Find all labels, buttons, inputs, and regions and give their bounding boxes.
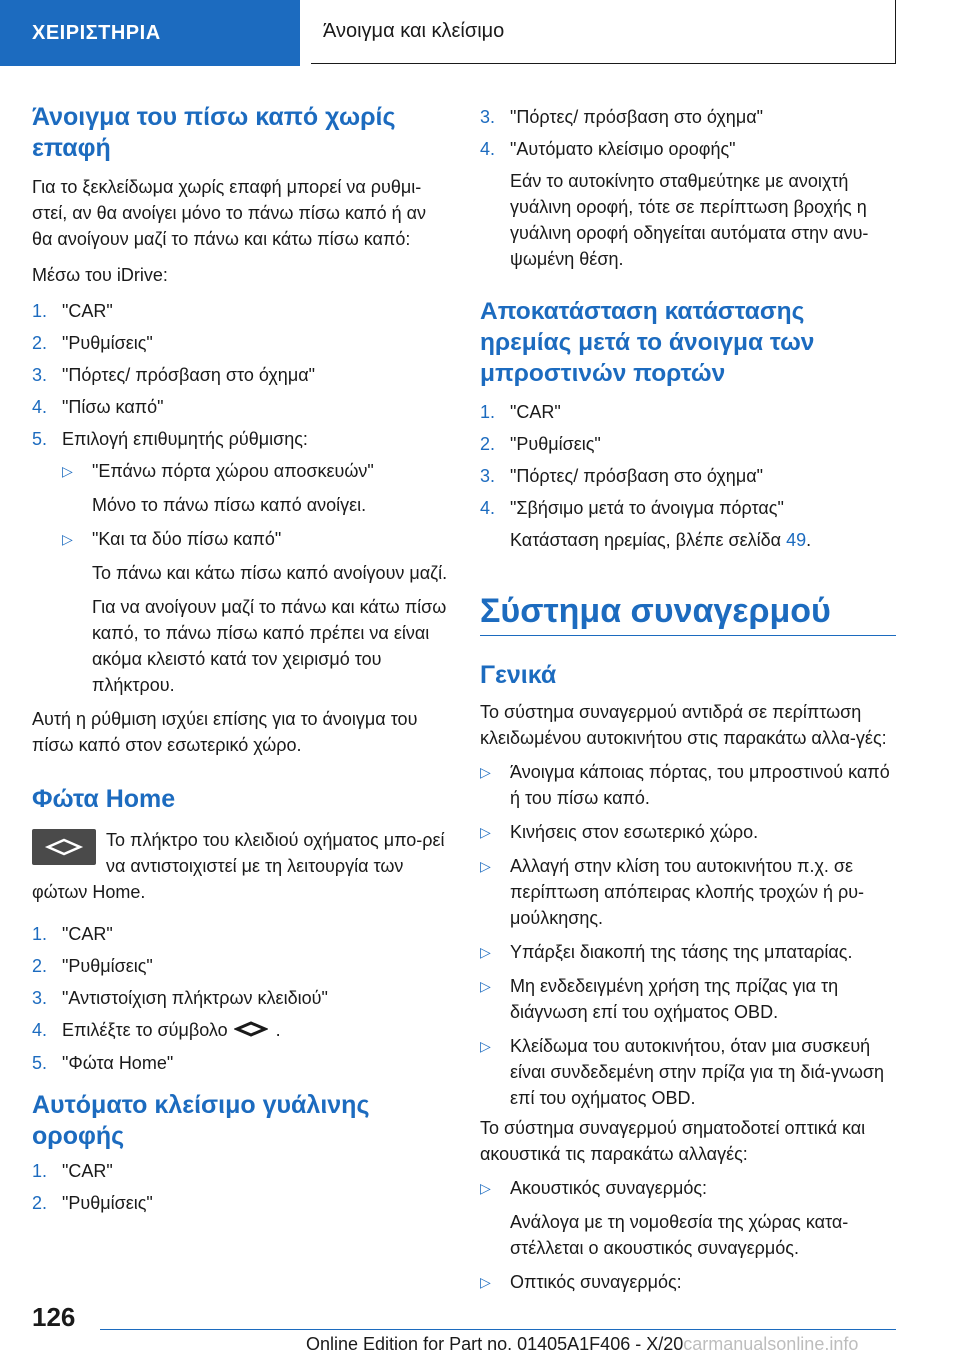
section-title-home-lights: Φώτα Home bbox=[32, 785, 176, 813]
triangle-right-icon: ▷ bbox=[480, 978, 491, 994]
signal1-desc: Ανάλογα με τη νομοθεσία της χώρας κατα-στέλλεται ο ακουστικός συναγερμός. bbox=[510, 1212, 849, 1258]
triangle-right-icon: ▷ bbox=[480, 858, 491, 874]
option-both-tailgates: ▷ "Και τα δύο πίσω καπό" bbox=[32, 526, 450, 552]
list-item: ▷ Ακουστικός συναγερμός: bbox=[480, 1175, 896, 1201]
triangle-right-icon: ▷ bbox=[62, 463, 73, 479]
tailgate-note: Αυτή η ρύθμιση ισχύει επίσης για το άνοιγμα του πίσω καπό στον εσωτερικό χώρο. bbox=[32, 709, 418, 755]
header-chapter bbox=[311, 0, 896, 64]
list-item: 2. "Ρυθμίσεις" bbox=[32, 333, 153, 353]
list-item: 2. "Ρυθμίσεις" bbox=[32, 956, 153, 976]
auto-close-roof-steps bbox=[32, 1158, 450, 1216]
footer-rule bbox=[100, 1329, 896, 1330]
list-item: 5. Επιλογή επιθυμητής ρύθμισης: bbox=[32, 429, 308, 449]
list-item: 4. "Σβήσιμο μετά το άνοιγμα πόρτας" bbox=[480, 498, 784, 518]
left-column bbox=[32, 96, 450, 1222]
page-link[interactable]: 49 bbox=[786, 530, 807, 550]
home-lights-intro: Το πλήκτρο του κλειδιού οχήματος μπο-ρεί να αντιστοιχιστεί με τη λειτουργία των φώτων Home. bbox=[32, 830, 445, 902]
list-item: ▷ Κλείδωμα του αυτοκινήτου, όταν μια συσκευή είναι συνδεδεμένη στην πρίζα για τη διά-γνωση επί του οχήματος OBD. bbox=[480, 1033, 896, 1111]
option-both-desc: Το πάνω και κάτω πίσω καπό ανοίγουν μαζί. bbox=[92, 563, 448, 583]
tailgate-steps bbox=[32, 298, 450, 452]
list-item: ▷ Άνοιγμα κάποιας πόρτας, του μπροστινού καπό ή του πίσω καπό. bbox=[480, 759, 896, 811]
triangle-right-icon: ▷ bbox=[480, 824, 491, 840]
list-item: ▷ Αλλαγή στην κλίση του αυτοκινήτου π.χ. σε περίπτωση απόπειρας κλοπής τροχών ή ρυ-μούλκησης. bbox=[480, 853, 896, 931]
section-title-general: Γενικά bbox=[480, 661, 557, 689]
header-section bbox=[0, 0, 300, 66]
list-item: ▷ Οπτικός συναγερμός: bbox=[480, 1269, 896, 1295]
chevron-diamond-icon bbox=[32, 829, 96, 865]
list-item: 3. "Πόρτες/ πρόσβαση στο όχημα" bbox=[32, 365, 315, 385]
triangle-right-icon: ▷ bbox=[480, 944, 491, 960]
signal-intro: Το σύστημα συναγερμού σηματοδοτεί οπτικά και ακουστικά τις παρακάτω αλλαγές: bbox=[480, 1118, 866, 1164]
chapter-title-alarm: Σύστημα συναγερμού bbox=[480, 592, 831, 630]
triangle-right-icon: ▷ bbox=[480, 1038, 491, 1054]
section-title-auto-close-roof: Αυτόματο κλείσιμο γυάλινης οροφής bbox=[32, 1091, 370, 1151]
right-column bbox=[480, 104, 896, 1295]
watermark: carmanualsonline.info bbox=[683, 1334, 859, 1354]
triangle-right-icon: ▷ bbox=[480, 1274, 491, 1290]
idle-state-steps bbox=[480, 399, 896, 521]
option-upper-desc: Μόνο το πάνω πίσω καπό ανοίγει. bbox=[92, 495, 367, 515]
footer-edition bbox=[306, 1334, 858, 1355]
list-item: 4. Επιλέξτε το σύμβολο . bbox=[32, 1017, 450, 1044]
page-number: 126 bbox=[32, 1302, 76, 1332]
auto-close-roof-desc: Εάν το αυτοκίνητο σταθμεύτηκε με ανοιχτή γυάλινη οροφή, τότε σε περίπτωση βροχής η γυάλινη οροφή οδηγείται αυτόματα στην ανυ-ψωμένη θέση. bbox=[510, 171, 869, 269]
alarm-triggers bbox=[480, 759, 896, 1111]
list-item: 2. "Ρυθμίσεις" bbox=[32, 1193, 153, 1214]
tailgate-via: Μέσω του iDrive: bbox=[32, 265, 168, 285]
list-item: ▷ Κινήσεις στον εσωτερικό χώρο. bbox=[480, 819, 896, 845]
home-lights-intro-block bbox=[32, 827, 450, 905]
header-section-label: ΧΕΙΡΙΣΤΗΡΙΑ bbox=[32, 21, 161, 44]
triangle-right-icon: ▷ bbox=[62, 531, 73, 547]
list-item: 4. "Αυτόματο κλείσιμο οροφής" bbox=[480, 139, 736, 159]
list-item: 1. "CAR" bbox=[32, 301, 113, 321]
list-item: 5. "Φώτα Home" bbox=[32, 1053, 174, 1074]
triangle-right-icon: ▷ bbox=[480, 764, 491, 780]
footer-edition-text: Online Edition for Part no. 01405A1F406 - X/20 bbox=[306, 1334, 684, 1354]
list-item: 1. "CAR" bbox=[32, 1161, 113, 1182]
list-item: 1. "CAR" bbox=[32, 924, 113, 944]
section-title-idle-state: Αποκατάσταση κατάστασης ηρεμίας μετά το άνοιγμα των μπροστινών πορτών bbox=[480, 298, 815, 387]
section-title-tailgate: Άνοιγμα του πίσω καπό χωρίς επαφή bbox=[32, 103, 396, 162]
option-upper-tailgate: ▷ "Επάνω πόρτα χώρου αποσκευών" bbox=[32, 458, 450, 484]
list-item: ▷ Υπάρξει διακοπή της τάσης της μπαταρίας. bbox=[480, 939, 896, 965]
title-rule bbox=[480, 635, 896, 636]
list-item: 4. "Πίσω καπό" bbox=[32, 397, 164, 417]
tailgate-intro: Για το ξεκλείδωμα χωρίς επαφή μπορεί να ρυθμι-στεί, αν θα ανοίγει μόνο το πάνω πίσω καπό ή αν θα ανοίγουν μαζί το πάνω και κάτω πίσω καπό: bbox=[32, 177, 427, 249]
idle-state-desc: Κατάσταση ηρεμίας, βλέπε σελίδα 49. bbox=[510, 530, 812, 550]
option-both-note: Για να ανοίγουν μαζί το πάνω και κάτω πίσω καπό, το πάνω πίσω καπό πρέπει να είναι ακόμα κλειστό κατά τον χειρισμό του πλήκτρου. bbox=[92, 597, 447, 695]
alarm-intro: Το σύστημα συναγερμού αντιδρά σε περίπτωση κλειδωμένου αυτοκινήτου στις παρακάτω αλλα-γές: bbox=[480, 702, 887, 748]
list-item: 1. "CAR" bbox=[480, 402, 561, 422]
list-item: 3. "Αντιστοίχιση πλήκτρων κλειδιού" bbox=[32, 988, 328, 1008]
list-item: 3. "Πόρτες/ πρόσβαση στο όχημα" bbox=[480, 466, 763, 486]
triangle-right-icon: ▷ bbox=[480, 1180, 491, 1196]
header-chapter-label: Άνοιγμα και κλείσιμο bbox=[323, 20, 505, 42]
auto-close-roof-steps-cont bbox=[480, 104, 896, 162]
list-item: 2. "Ρυθμίσεις" bbox=[480, 434, 601, 454]
list-item: 3. "Πόρτες/ πρόσβαση στο όχημα" bbox=[480, 107, 763, 127]
chevron-diamond-icon bbox=[234, 1018, 268, 1044]
list-item: ▷ Μη ενδεδειγμένη χρήση της πρίζας για τη διάγνωση επί του οχήματος OBD. bbox=[480, 973, 896, 1025]
home-lights-steps bbox=[32, 921, 450, 1076]
